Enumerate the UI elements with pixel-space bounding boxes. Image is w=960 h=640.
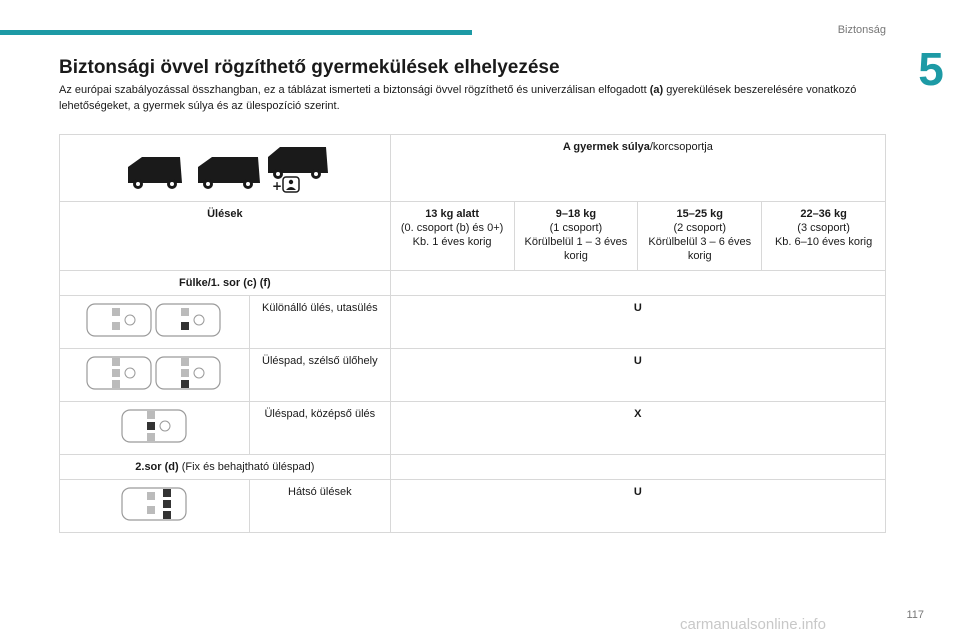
- seat-value: U: [390, 349, 885, 402]
- table-header-row: [60, 135, 886, 202]
- seat-label: Üléspad, szélső ülőhely: [249, 349, 390, 402]
- seat-label: Különálló ülés, utasülés: [249, 296, 390, 349]
- group-title: 13 kg alatt: [425, 208, 479, 220]
- group-cell: [762, 202, 886, 271]
- section-second-rest: (Fix és behajtható üléspad): [178, 461, 315, 473]
- section-front-label: Fülke/1. sor (c) (f): [60, 271, 391, 296]
- group-cell: [514, 202, 638, 271]
- seats-label: Ülések: [60, 202, 391, 271]
- group-line: Körülbelül 3 – 6 éves korig: [648, 236, 752, 262]
- seat-value: U: [390, 296, 885, 349]
- seat-diagram-cell: [60, 480, 250, 533]
- section-second-bold: 2.sor (d): [135, 461, 179, 473]
- intro-text-1: Az európai szabályozással összhangban, ez a táblázat ismerteti a biztonsági övvel rögzíthető és univerzálisan elfogadott: [59, 84, 650, 96]
- group-title: 22–36 kg: [800, 208, 847, 220]
- seat-diagram-cell: [60, 349, 250, 402]
- group-line: Kb. 1 éves korig: [412, 236, 492, 248]
- section-second-label: [60, 455, 391, 480]
- seat-diagram-cell: [60, 402, 250, 455]
- weight-header-rest: /korcsoportja: [649, 141, 713, 153]
- seat-diagram-cell: [60, 296, 250, 349]
- table-groups-row: [60, 202, 886, 271]
- group-line: (2 csoport): [673, 222, 727, 234]
- plus-sign: +: [271, 179, 282, 193]
- intro-text-2: gyerekülések beszerelésére vonatkozó lehetőségeket, a gyermek súlya és az ülespozíció szerint.: [59, 84, 857, 112]
- front-passenger-seat-icon: [84, 300, 224, 340]
- watermark: carmanualsonline.info: [680, 616, 826, 633]
- child-seat-table: [59, 134, 886, 533]
- table-row: [60, 349, 886, 402]
- group-cell: [638, 202, 762, 271]
- bench-outer-seat-icon: [84, 353, 224, 393]
- intro-footnote-a: (a): [649, 84, 664, 96]
- table-row: [60, 480, 886, 533]
- chapter-number: 5: [918, 43, 944, 95]
- weight-header-bold: A gyermek súlya: [562, 141, 650, 153]
- empty-cell: [390, 455, 885, 480]
- intro-paragraph: [59, 82, 899, 114]
- section-row-second: [60, 455, 886, 480]
- group-line: Körülbelül 1 – 3 éves korig: [524, 236, 628, 262]
- group-line: (1 csoport): [549, 222, 603, 234]
- page-number: 117: [906, 609, 924, 621]
- table-row: [60, 402, 886, 455]
- vehicle-types-icon: [120, 143, 330, 193]
- table-row: [60, 296, 886, 349]
- group-title: 15–25 kg: [676, 208, 723, 220]
- group-line: (3 csoport): [797, 222, 850, 234]
- seat-label: Üléspad, középső ülés: [249, 402, 390, 455]
- section-label: Biztonság: [837, 24, 886, 36]
- seat-label: Hátsó ülések: [249, 480, 390, 533]
- group-title: 9–18 kg: [555, 208, 597, 220]
- empty-cell: [390, 271, 885, 296]
- vehicle-icons-cell: [60, 135, 391, 202]
- seat-value: U: [390, 480, 885, 533]
- header-accent-bar: [0, 30, 472, 35]
- group-line: Kb. 6–10 éves korig: [774, 236, 873, 248]
- group-cell: [390, 202, 514, 271]
- page-title: Biztonsági övvel rögzíthető gyermekülések elhelyezése: [59, 57, 560, 78]
- weight-header: [390, 135, 885, 202]
- section-row-front: [60, 271, 886, 296]
- rear-seats-icon: [119, 484, 189, 524]
- seat-value: X: [390, 402, 885, 455]
- bench-middle-seat-icon: [119, 406, 189, 446]
- group-line: (0. csoport (b) és 0+): [400, 222, 504, 234]
